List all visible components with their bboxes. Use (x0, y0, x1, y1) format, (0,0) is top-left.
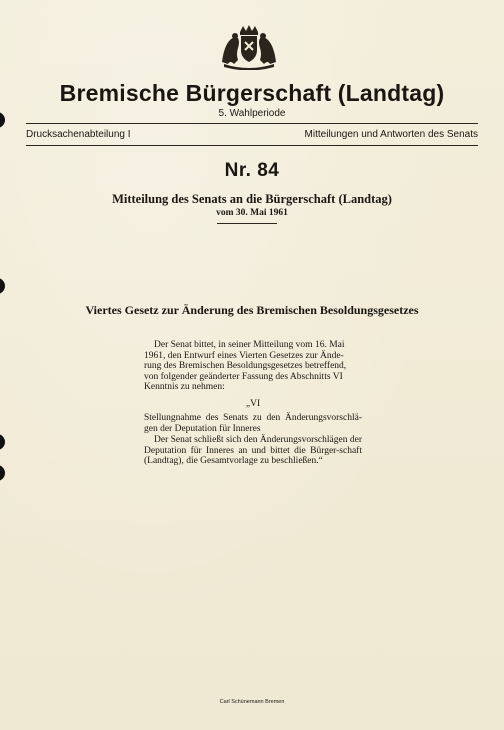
legislative-period: 5. Wahlperiode (218, 108, 286, 119)
law-title: Viertes Gesetz zur Änderung des Bremischen Besoldungsgesetzes (85, 303, 419, 317)
heading-divider (217, 223, 277, 224)
paragraph-resolution: Der Senat schließt sich den Änderungsvorschlägen der Deputation für Inneres an und bittet die Bürger-schaft (Landtag), die Gesamtvorlage zu beschließen.“ (144, 435, 362, 466)
paragraph-line: rung des Bremischen Besoldungsgesetzes betreffend, (144, 361, 347, 371)
punch-hole (0, 278, 5, 294)
punch-hole (0, 465, 5, 481)
document-date: vom 30. Mai 1961 (216, 208, 288, 218)
paragraph-line: 1961, den Entwurf eines Vierten Gesetzes zur Ände- (144, 350, 344, 361)
punch-hole (0, 434, 5, 450)
parliament-title: Bremische Bürgerschaft (Landtag) (59, 80, 445, 106)
printer-imprint: Carl Schünemann Bremen (219, 699, 285, 705)
document-number: Nr. 84 (224, 160, 280, 181)
paragraph-statement: Stellungnahme des Senats zu den Änderungsvorschlä-gen der Deputation für Inneres (144, 413, 362, 434)
document-category: Mitteilungen und Antworten des Senats (304, 129, 478, 140)
paragraph-request (144, 340, 362, 393)
paragraph-line: von folgender geänderter Fassung des Abschnitts VI (144, 371, 343, 382)
coat-of-arms-icon (216, 22, 282, 70)
paragraph-line: Der Senat bittet, in seiner Mitteilung vom 16. Mai (154, 340, 345, 350)
header-rule-top (26, 123, 478, 124)
department-label: Drucksachenabteilung I (26, 129, 131, 140)
header-rule-bottom (26, 145, 478, 146)
section-marker: „VI (245, 399, 261, 409)
document-heading: Mitteilung des Senats an die Bürgerschaft (Landtag) (112, 192, 392, 206)
paragraph-line: Kenntnis zu nehmen: (144, 382, 225, 392)
